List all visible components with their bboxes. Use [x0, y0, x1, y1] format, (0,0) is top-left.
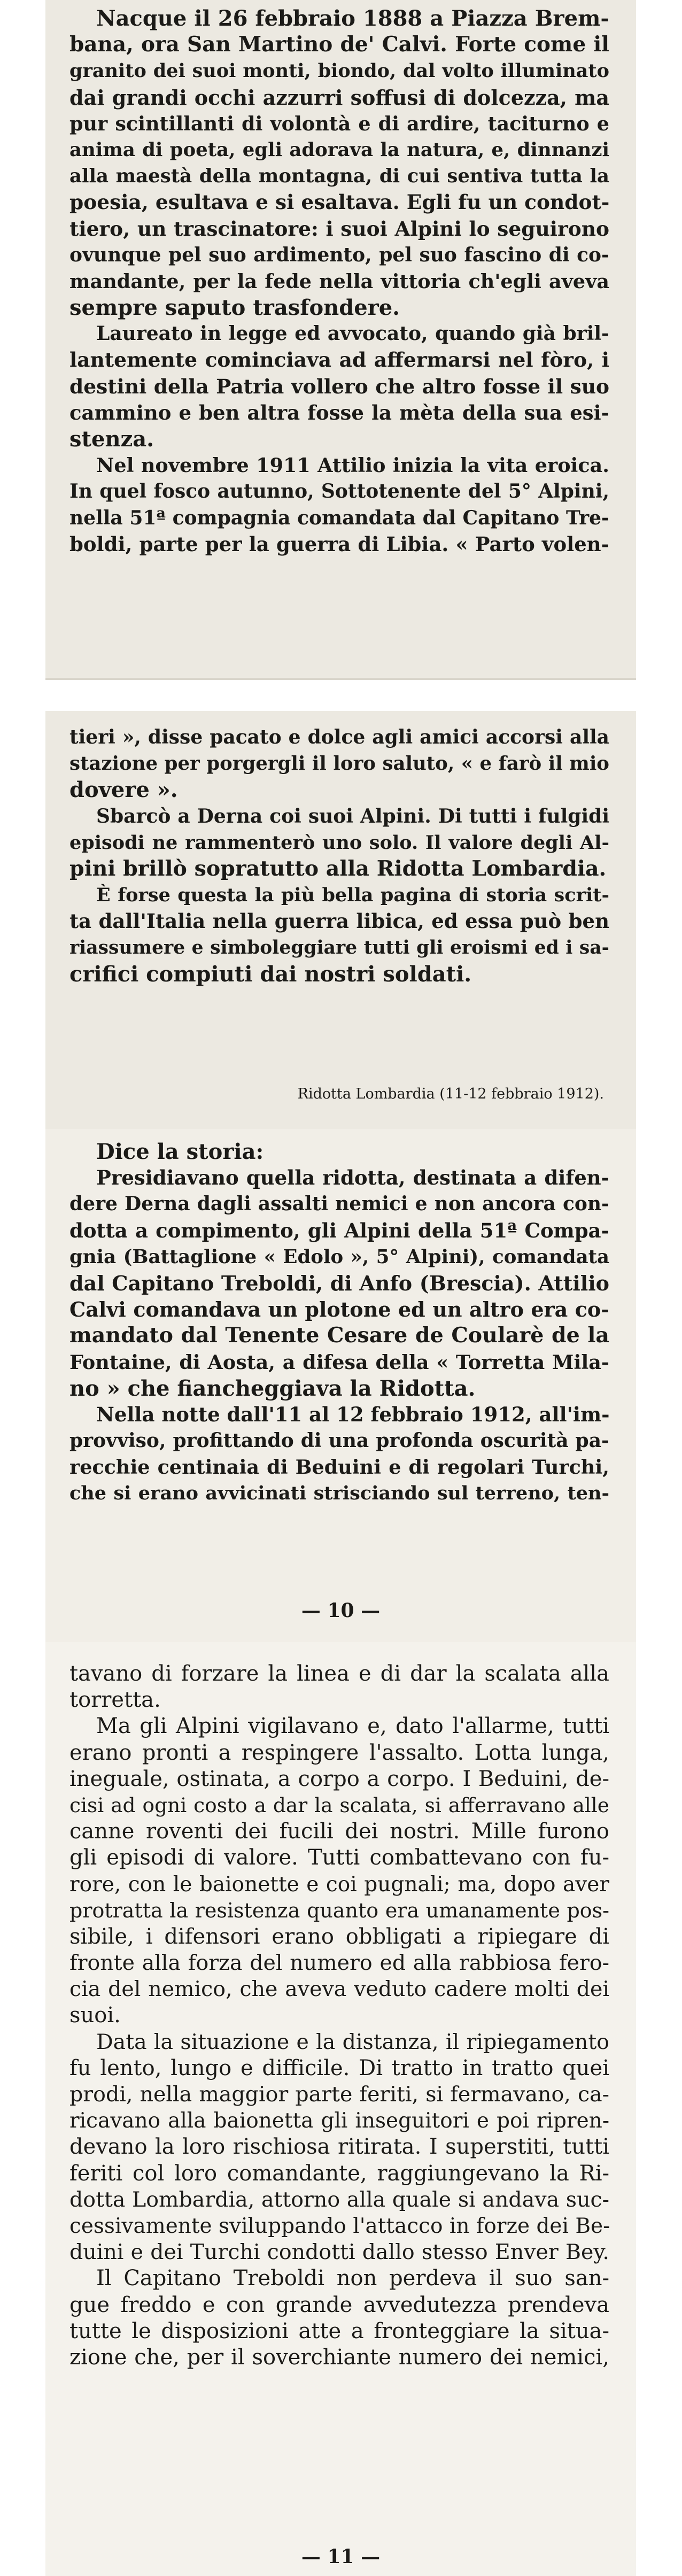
- page-scan-story: [45, 1129, 636, 1642]
- text-line: Laureato in legge ed avvocato, quando già bril-: [96, 322, 609, 345]
- text-line: erano pronti a respingere l'assalto. Lotta lunga,: [69, 1740, 609, 1765]
- page-scan-derna: [45, 711, 636, 1129]
- text-line: crifici compiuti dai nostri soldati.: [69, 961, 472, 987]
- text-line: tieri », disse pacato e dolce agli amici accorsi alla: [69, 726, 609, 748]
- text-line: In quel fosco autunno, Sottotenente del 5° Alpini,: [69, 480, 609, 503]
- text-line: stenza.: [69, 427, 154, 452]
- text-line: duini e dei Turchi condotti dallo stesso Enver Bey.: [69, 2240, 609, 2265]
- text-line: Data la situazione e la distanza, il ripiegamento: [96, 2029, 609, 2054]
- text-line: canne roventi dei fucili dei nostri. Mille furono: [69, 1819, 609, 1844]
- text-line: Ma gli Alpini vigilavano e, dato l'allarme, tutti: [96, 1714, 609, 1739]
- text-line: dal Capitano Treboldi, di Anfo (Brescia). Attilio: [69, 1271, 609, 1295]
- text-line: mandato dal Tenente Cesare de Coularè de la: [69, 1323, 609, 1348]
- page-divider: [45, 678, 636, 680]
- text-line: riassumere e simboleggiare tutti gli eroismi ed i sa-: [69, 937, 609, 958]
- text-line: tavano di forzare la linea e di dar la scalata alla: [69, 1661, 609, 1686]
- text-line: sempre saputo trasfondere.: [69, 295, 400, 321]
- text-line: Presidiavano quella ridotta, destinata a difen-: [96, 1166, 609, 1190]
- text-line: provviso, profittando di una profonda oscurità pa-: [69, 1429, 609, 1452]
- text-line: Nel novembre 1911 Attilio inizia la vita eroica.: [96, 454, 609, 477]
- text-line: dai grandi occhi azzurri soffusi di dolcezza, ma: [69, 85, 609, 110]
- text-line: È forse questa la più bella pagina di storia scrit-: [96, 884, 609, 907]
- text-line: cammino e ben altra fosse la mèta della sua esi-: [69, 400, 609, 424]
- text-line: cisi ad ogni costo a dar la scalata, si afferravano alle: [69, 1793, 609, 1817]
- text-line: episodi ne rammenterò uno solo. Il valore degli Al-: [69, 831, 609, 854]
- text-line: gue freddo e con grande avvedutezza prendeva: [69, 2292, 609, 2317]
- text-line: tutte le disposizioni atte a fronteggiare la situa-: [69, 2318, 609, 2343]
- text-line: ta dall'Italia nella guerra libica, ed essa può ben: [69, 909, 609, 933]
- page-number: — 10 —: [301, 1599, 381, 1622]
- paragraph-block-derna: [69, 724, 609, 987]
- text-line: pini brillò sopratutto alla Ridotta Lombardia.: [69, 856, 607, 881]
- text-line: lantemente cominciava ad affermarsi nel fòro, i: [69, 348, 609, 372]
- section-caption: Ridotta Lombardia (11-12 febbraio 1912).: [297, 1086, 604, 1102]
- text-line: gnia (Battaglione « Edolo », 5° Alpini), comandata: [69, 1246, 609, 1268]
- text-line: destini della Patria vollero che altro fosse il suo: [69, 374, 609, 398]
- text-line: Calvi comandava un plotone ed un altro era co-: [69, 1297, 609, 1322]
- text-line: Dice la storia:: [96, 1139, 264, 1164]
- paragraph-block-birth: [69, 5, 609, 558]
- text-line: zione che, per il soverchiante numero dei nemici,: [69, 2345, 609, 2370]
- text-line: dotta a compimento, gli Alpini della 51ª Compa-: [69, 1218, 609, 1242]
- text-line: feriti col loro comandante, raggiungevano la Ri-: [69, 2161, 609, 2186]
- text-line: torretta.: [69, 1688, 161, 1713]
- page-scan-battle: [45, 1642, 636, 2576]
- text-line: ovunque pel suo ardimento, pel suo fascino di co-: [69, 243, 609, 266]
- page-number: — 11 —: [301, 2546, 381, 2568]
- text-line: alla maestà della montagna, di cui sentiva tutta la: [69, 165, 609, 188]
- text-line: boldi, parte per la guerra di Libia. « Parto volen-: [69, 532, 609, 556]
- text-line: Nella notte dall'11 al 12 febbraio 1912, all'im-: [96, 1402, 610, 1426]
- text-line: pur scintillanti di volontà e di ardire, taciturno e: [69, 112, 609, 135]
- text-line: no » che fiancheggiava la Ridotta.: [69, 1375, 476, 1401]
- text-line: mandante, per la fede nella vittoria ch'egli aveva: [69, 269, 609, 293]
- text-line: Nacque il 26 febbraio 1888 a Piazza Brem-: [96, 6, 609, 31]
- text-line: anima di poeta, egli adorava la natura, e, dinnanzi: [69, 138, 609, 161]
- text-line: ricavano alla baionetta gli inseguitori e poi ripren-: [69, 2109, 609, 2133]
- text-line: prodi, nella maggior parte feriti, si fermavano, ca-: [69, 2082, 609, 2107]
- text-line: recchie centinaia di Beduini e di regolari Turchi,: [69, 1456, 609, 1479]
- text-line: rore, con le baionette e coi pugnali; ma, dopo aver: [69, 1872, 609, 1897]
- text-line: ineguale, ostinata, a corpo a corpo. I Beduini, de-: [69, 1766, 609, 1791]
- paragraph-block-story: [69, 1139, 609, 1507]
- text-line: Il Capitano Treboldi non perdeva il suo san-: [96, 2266, 609, 2291]
- text-line: cessivamente sviluppando l'attacco in forze dei Be-: [69, 2214, 610, 2238]
- text-line: dovere ».: [69, 777, 178, 803]
- text-line: nella 51ª compagnia comandata dal Capitano Tre-: [69, 506, 609, 529]
- text-line: granito dei suoi monti, biondo, dal volto illuminato: [69, 60, 609, 82]
- text-line: poesia, esultava e si esaltava. Egli fu un condot-: [69, 190, 610, 214]
- text-line: stazione per porgergli il loro saluto, « e farò il mio: [69, 753, 609, 775]
- text-line: che si erano avvicinati strisciando sul terreno, ten-: [69, 1482, 609, 1505]
- paragraph-block-battle: [69, 1661, 609, 2371]
- text-line: suoi.: [69, 2003, 121, 2028]
- text-line: sibile, i difensori erano obbligati a ripiegare di: [69, 1924, 609, 1949]
- text-line: protratta la resistenza quanto era umanamente pos-: [69, 1898, 609, 1922]
- text-line: Fontaine, di Aosta, a difesa della « Torretta Mila-: [69, 1350, 609, 1374]
- text-line: tiero, un trascinatore: i suoi Alpini lo seguirono: [69, 216, 609, 241]
- text-line: cia del nemico, che aveva veduto cadere molti dei: [69, 1977, 609, 2002]
- text-line: devano la loro rischiosa ritirata. I superstiti, tutti: [69, 2134, 609, 2160]
- text-line: fronte alla forza del numero ed alla rabbiosa fero-: [69, 1951, 609, 1976]
- text-line: Sbarcò a Derna coi suoi Alpini. Di tutti i fulgidi: [96, 804, 609, 827]
- page-scan-top: [45, 0, 636, 678]
- text-line: dotta Lombardia, attorno alla quale si andava suc-: [69, 2187, 609, 2212]
- text-line: dere Derna dagli assalti nemici e non ancora con-: [69, 1193, 609, 1216]
- text-line: bana, ora San Martino de' Calvi. Forte come il: [69, 32, 609, 57]
- text-line: fu lento, lungo e difficile. Di tratto in tratto quei: [69, 2055, 609, 2080]
- text-line: gli episodi di valore. Tutti combattevano con fu-: [69, 1845, 609, 1870]
